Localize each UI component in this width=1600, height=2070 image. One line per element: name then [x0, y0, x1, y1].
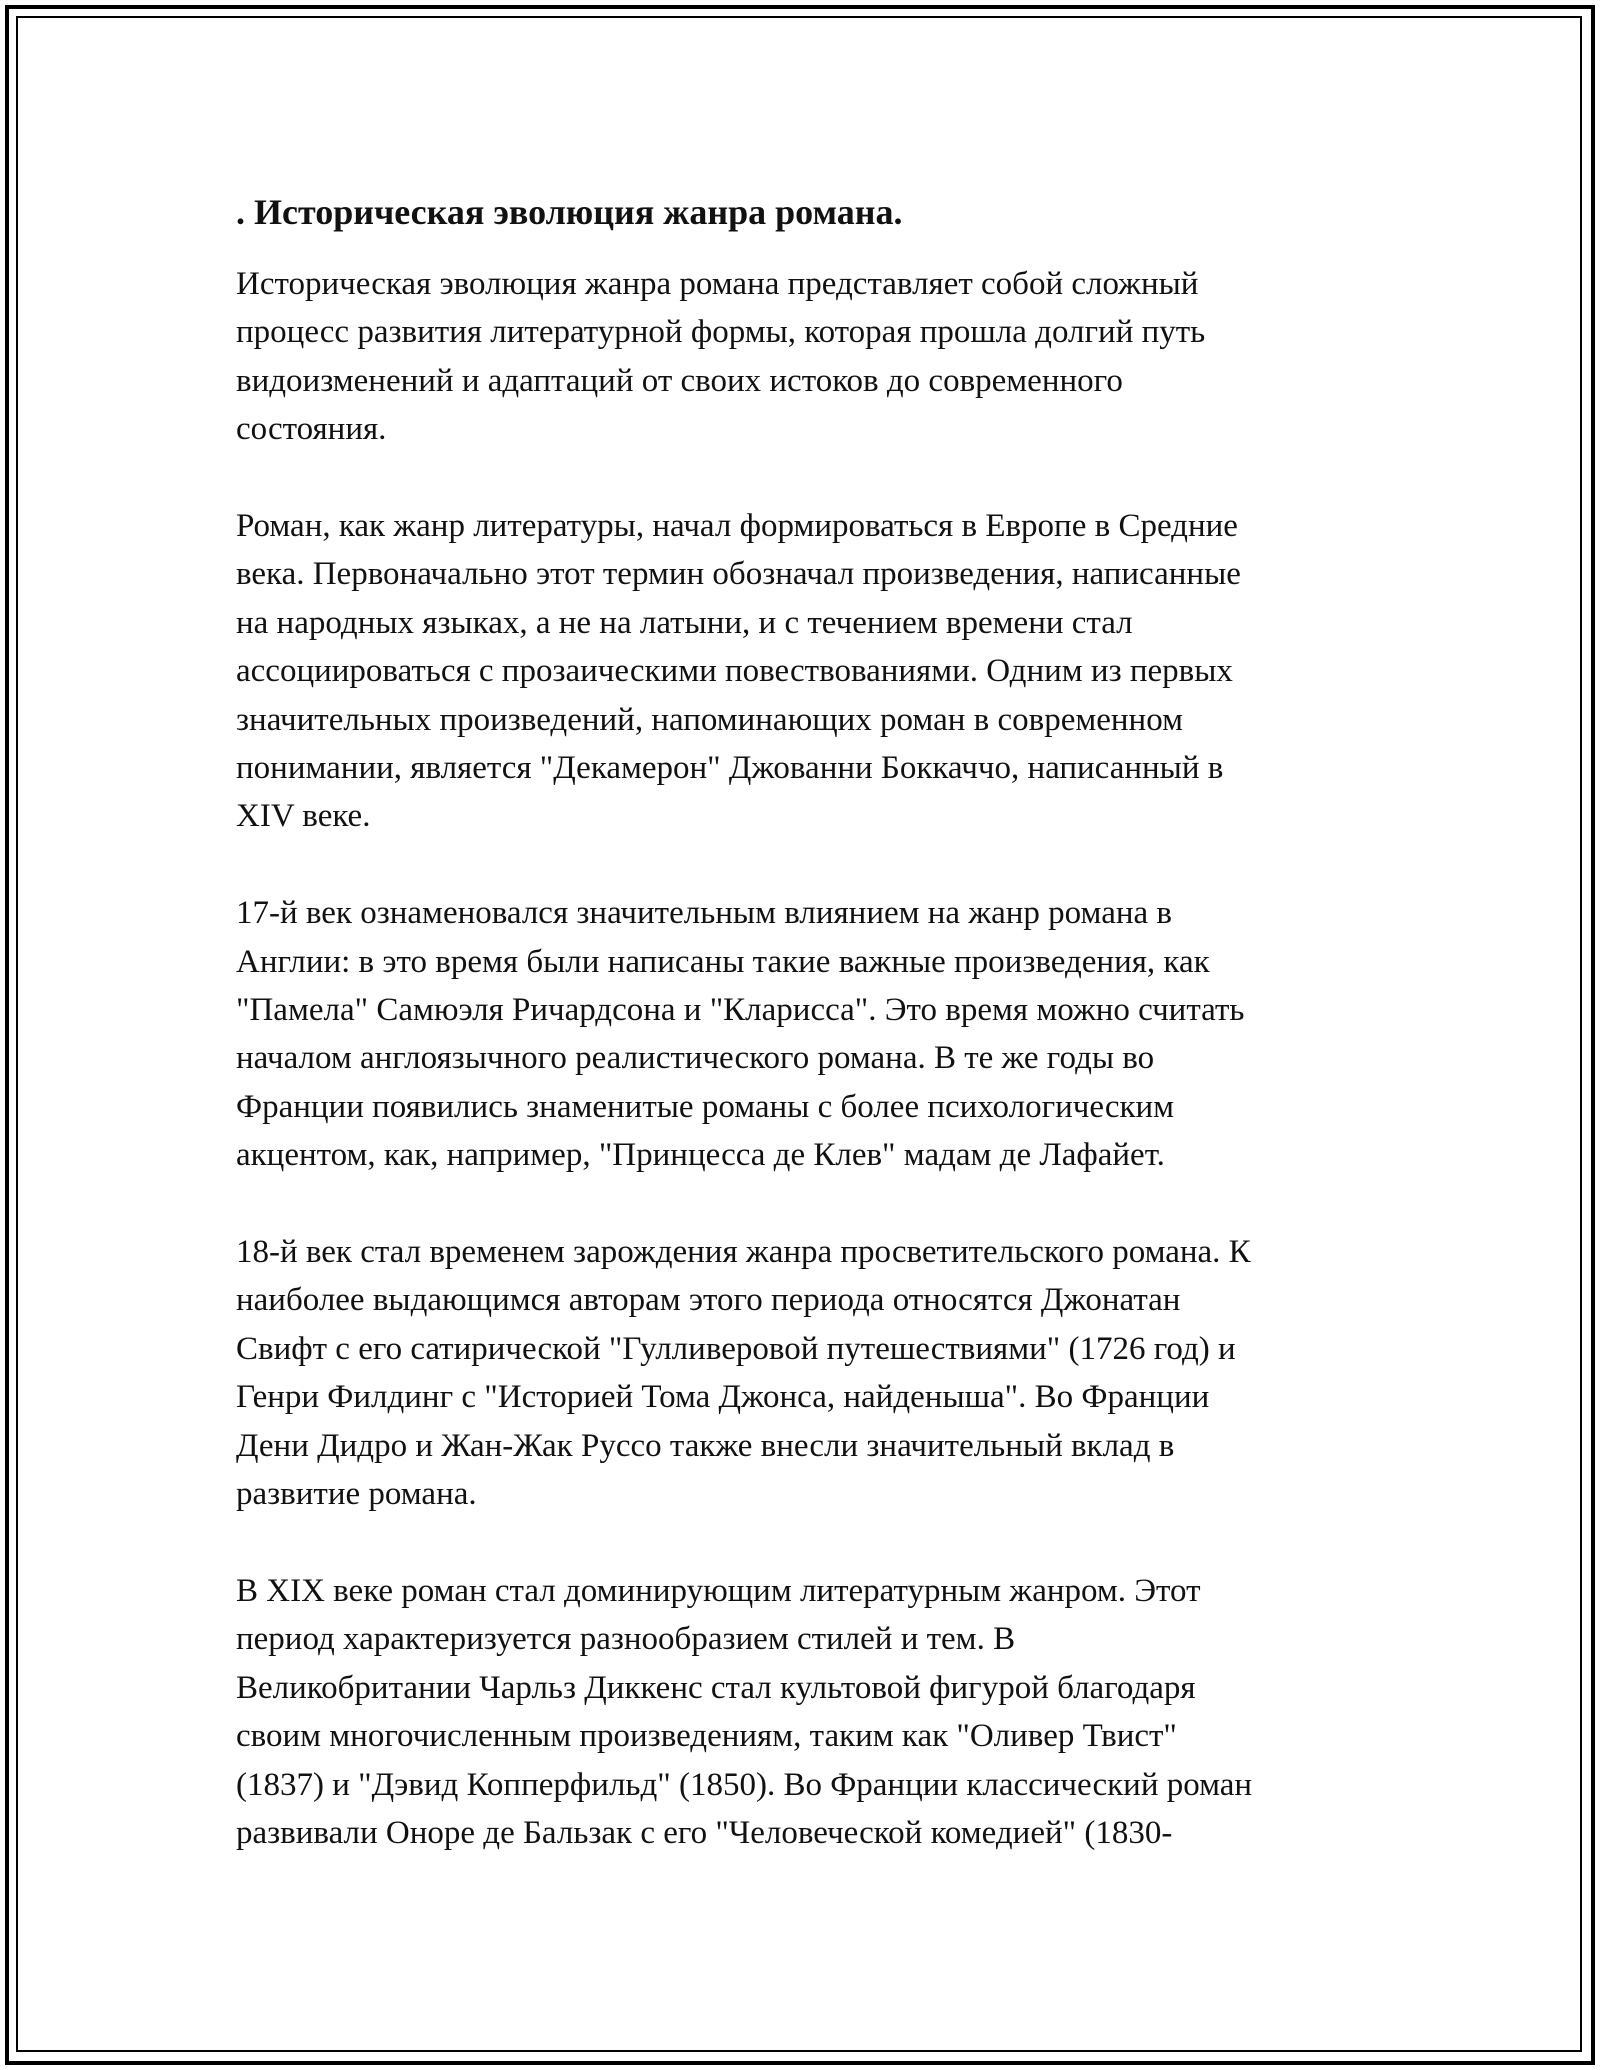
- text-line: "Памела" Самюэля Ричардсона и "Кларисса". Это время можно считать: [236, 992, 1245, 1029]
- paragraph-5: [236, 1567, 1376, 1857]
- document-title: . Историческая эволюция жанра романа.: [236, 192, 903, 232]
- text-line: В XIX веке роман стал доминирующим литературным жанром. Этот: [236, 1572, 1201, 1609]
- text-line: понимании, является "Декамерон" Джованни Боккаччо, написанный в: [236, 750, 1224, 787]
- text-line: Генри Филдинг с "Историей Тома Джонса, найденыша". Во Франции: [236, 1379, 1210, 1416]
- text-line: акцентом, как, например, "Принцесса де Клев" мадам де Лафайет.: [236, 1137, 1165, 1174]
- text-line: 17-й век ознаменовался значительным влиянием на жанр романа в: [236, 895, 1172, 932]
- text-line: Свифт с его сатирической "Гулливеровой путешествиями" (1726 год) и: [236, 1330, 1236, 1367]
- text-line: Роман, как жанр литературы, начал формироваться в Европе в Средние: [236, 508, 1238, 545]
- text-line: процесс развития литературной формы, которая прошла долгий путь: [236, 314, 1206, 351]
- text-line: Франции появились знаменитые романы с более психологическим: [236, 1088, 1175, 1125]
- text-line: века. Первоначально этот термин обозначал произведения, написанные: [236, 556, 1241, 593]
- text-line: своим многочисленным произведениям, таким как "Оливер Твист": [236, 1718, 1177, 1755]
- text-line: началом англоязычного реалистического романа. В те же годы во: [236, 1040, 1155, 1077]
- text-line: период характеризуется разнообразием стилей и тем. В: [236, 1621, 1016, 1658]
- text-line: развивали Оноре де Бальзак с его "Человеческой комедией" (1830-: [236, 1814, 1173, 1851]
- text-line: Историческая эволюция жанра романа представляет собой сложный: [236, 266, 1199, 302]
- text-line: состояния.: [236, 411, 387, 448]
- text-line: на народных языках, а не на латыни, и с течением времени стал: [236, 604, 1133, 641]
- paragraph-2: [236, 502, 1376, 841]
- text-line: Великобритании Чарльз Диккенс стал культовой фигурой благодаря: [236, 1669, 1196, 1706]
- text-line: видоизменений и адаптаций от своих истоков до современного: [236, 362, 1123, 399]
- text-line: XIV веке.: [236, 798, 371, 835]
- paragraph-4: [236, 1228, 1376, 1518]
- text-line: (1837) и "Дэвид Копперфильд" (1850). Во Франции классический роман: [236, 1766, 1253, 1803]
- text-line: ассоциироваться с прозаическими повествованиями. Одним из первых: [236, 653, 1233, 690]
- text-line: наиболее выдающимся авторам этого периода относятся Джонатан: [236, 1282, 1181, 1319]
- text-line: Англии: в это время были написаны такие важные произведения, как: [236, 943, 1210, 980]
- text-line: 18-й век стал временем зарождения жанра просветительского романа. К: [236, 1234, 1251, 1271]
- document-page: [236, 190, 1376, 1906]
- text-line: развитие романа.: [236, 1476, 477, 1513]
- text-line: значительных произведений, напоминающих роман в современном: [236, 701, 1183, 738]
- paragraph-3: [236, 889, 1376, 1179]
- paragraph-1: [236, 260, 1376, 454]
- text-line: Дени Дидро и Жан-Жак Руссо также внесли значительный вклад в: [236, 1427, 1175, 1464]
